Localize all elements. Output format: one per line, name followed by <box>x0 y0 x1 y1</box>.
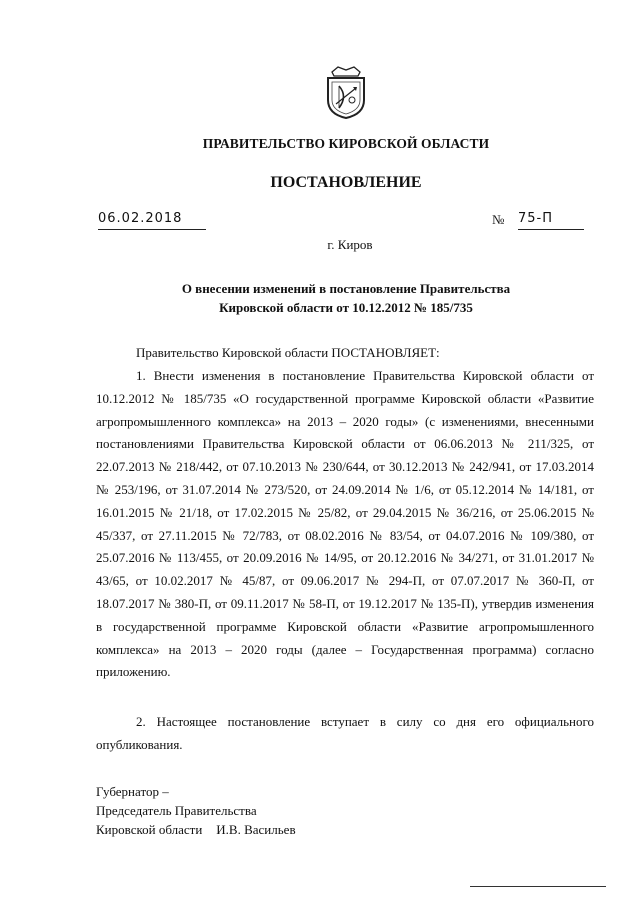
number-label: № <box>492 212 505 227</box>
item-2-paragraph: 2. Настоящее постановление вступает в силу со дня его официального опубликования. <box>96 714 594 752</box>
document-type: ПОСТАНОВЛЕНИЕ <box>270 174 422 191</box>
preamble-text: Правительство Кировской области ПОСТАНОВЛЯЕТ: <box>136 345 440 360</box>
title-line-1: О внесении изменений в постановление Правительства <box>181 281 511 296</box>
footer-rule <box>470 886 606 887</box>
coat-of-arms-icon <box>322 64 370 120</box>
item-1-paragraph: 1. Внести изменения в постановление Правительства Кировской области от 10.12.2012 № 185/735 «О государственной программе Кировской области «Развитие агропромышленного комплекса» на 2013 – 2020 годы» (с изменениями, внесенными постановлениями Правительства Кировской области от 06.06.2013 № 211/325, от 22.07.2013 № 218/442, от 07.10.2013 № 230/644, от 30.12.2013 № 242/941, от 17.03.2014 № 253/196, от 31.07.2014 № 273/520, от 24.09.2014 № 1/6, от 05.12.2014 № 14/181, от 16.01.2015 № 21/18, от 17.02.2015 № 25/82, от 29.04.2015 № 36/216, от 25.06.2015 № 45/337, от 27.11.2015 № 72/783, от 08.02.2016 № 83/54, от 04.07.2016 № 109/380, от 25.07.2016 № 113/455, от 20.09.2016 № 14/95, от 20.12.2016 № 34/271, от 31.01.2017 № 43/65, от 10.02.2017 № 45/87, от 09.06.2017 № 294-П, от 07.07.2017 № 360-П, от 18.07.2017 № 380-П, от 09.11.2017 № 58-П, от 19.12.2017 № 135-П), утвердив изменения в государственной программе Кировской области «Развитие агропромышленного комплекса» на 2013 – 2020 годы (далее – Государственная программа) согласно приложению. <box>96 368 594 680</box>
document-date: 06.02.2018 <box>98 211 206 230</box>
government-name: ПРАВИТЕЛЬСТВО КИРОВСКОЙ ОБЛАСТИ <box>202 136 490 151</box>
signature-region: Кировской области <box>96 822 203 837</box>
document-city: г. Киров <box>327 237 373 252</box>
signature-line-1: Губернатор – <box>96 784 169 799</box>
signature-block <box>96 782 296 839</box>
document-title <box>0 279 640 317</box>
signature-line-3 <box>96 820 296 839</box>
signer-name: И.В. Васильев <box>216 822 296 837</box>
preamble <box>96 342 594 365</box>
signature-line-2: Председатель Правительства <box>96 803 257 818</box>
document-number: 75-П <box>518 211 584 230</box>
title-line-2: Кировской области от 10.12.2012 № 185/735 <box>219 300 473 315</box>
